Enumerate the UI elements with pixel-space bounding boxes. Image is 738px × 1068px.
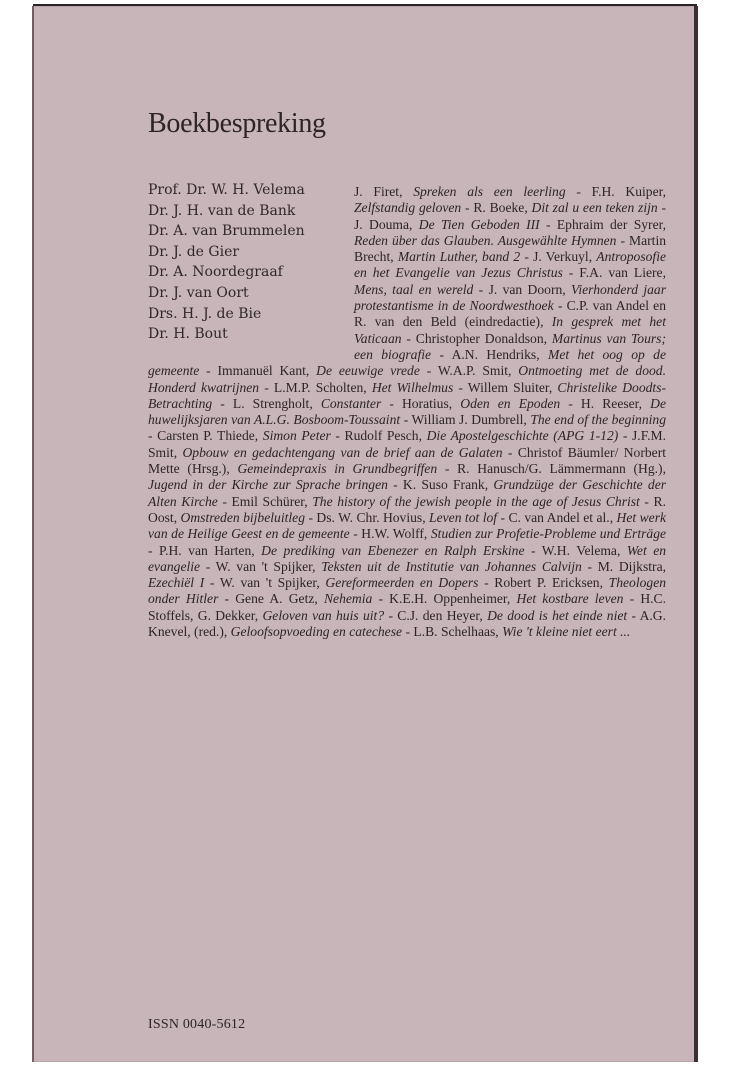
review-author: W. van 't Spijker xyxy=(215,558,313,574)
review-title: Vierhonderd jaar protestantisme in de Noordwesthoek xyxy=(354,281,667,314)
review-entry: Willem Sluiter, Christelike Doodts-Betrachting xyxy=(148,379,667,411)
reviewer-column-spacer xyxy=(148,184,354,362)
review-entry: F.A. van Liere, Mens, taal en wereld xyxy=(354,265,666,297)
section-heading: Boekbespreking xyxy=(148,108,326,139)
reviewer-name: Dr. A. van Brummelen xyxy=(148,223,305,240)
review-author: L.M.P. Scholten xyxy=(273,379,364,395)
review-author: C.J. den Heyer xyxy=(397,607,480,623)
review-author: Ds. W. Chr. Hovius xyxy=(316,509,423,525)
review-entry: P.H. van Harten, De prediking van Ebenezer en Ralph Erskine xyxy=(159,542,525,558)
review-author: Gene A. Getz xyxy=(235,591,315,607)
scan-right-edge xyxy=(694,6,698,1062)
review-title: Reden über das Glauben. Ausgewählte Hymnen xyxy=(354,232,617,248)
review-author: Carsten P. Thiede xyxy=(157,428,255,444)
review-author: L.B. Schelhaas xyxy=(413,624,496,640)
review-title: Spreken als een leerling xyxy=(413,184,566,199)
review-title: De dood is het einde niet xyxy=(487,607,628,623)
review-author: A.N. Hendriks xyxy=(451,346,537,362)
review-author: Emil Schürer xyxy=(231,493,305,509)
reviewer-name: Drs. H. J. de Bie xyxy=(148,305,262,322)
review-author: W. van 't Spijker xyxy=(219,575,317,591)
review-entry: W. van 't Spijker, Gereformeerden en Dopers xyxy=(219,575,479,591)
review-entry: Horatius, Oden en Epoden xyxy=(401,395,561,411)
review-entry: Gene A. Getz, Nehemia xyxy=(235,591,373,607)
review-title: Jugend in der Kirche zur Sprache bringen xyxy=(148,477,388,493)
review-entry: Martin Brecht, Martin Luther, band 2 xyxy=(354,232,667,265)
review-author: William J. Dumbrell xyxy=(411,412,524,428)
review-title: Het kostbare leven xyxy=(516,591,624,607)
review-author: Immanuël Kant xyxy=(217,363,306,379)
review-entry: Emil Schürer, The history of the jewish people in the age of Jesus Christ xyxy=(231,493,640,509)
review-title: Mens, taal en wereld xyxy=(354,281,474,297)
review-title: Oden en Epoden xyxy=(460,395,561,411)
review-author: P.H. van Harten xyxy=(159,542,252,558)
review-author: K. Suso Frank xyxy=(402,477,485,493)
review-title: In gesprek met het Vaticaan xyxy=(354,314,666,346)
review-author: M. Dijkstra xyxy=(597,558,663,574)
review-entry: W.A.P. Smit, Ontmoeting met de dood. Honderd kwatrijnen xyxy=(148,363,666,395)
review-entry: A.G. Knevel, (red.), Geloofsopvoeding en catechese xyxy=(148,607,667,640)
review-author: C. van Andel et al. xyxy=(508,509,610,525)
review-title: Simon Peter xyxy=(262,428,331,444)
review-entry: J. van Doorn, Vierhonderd jaar protestantisme in de Noordwesthoek xyxy=(354,281,667,314)
review-author: R. Hanusch/G. Lämmermann (Hg.) xyxy=(457,461,663,477)
review-title: Martinus van Tours; een biografie xyxy=(354,330,666,362)
review-author: F.A. van Liere xyxy=(579,265,663,281)
review-author: H. Reeser xyxy=(580,395,639,411)
review-author: J.F.M. Smit xyxy=(148,428,667,460)
review-entry: J.F.M. Smit, Opbouw en gedachtengang van de brief aan de Galaten xyxy=(148,428,667,460)
review-author: Willem Sluiter xyxy=(467,379,549,395)
review-title: Die Apostelgeschichte (APG 1-12) xyxy=(426,428,619,444)
review-title: The end of the beginning xyxy=(530,412,667,428)
review-author: L. Strengholt xyxy=(232,395,310,411)
review-entry: M. Dijkstra, Ezechiël I xyxy=(148,558,667,591)
review-author: W.A.P. Smit xyxy=(437,363,509,379)
review-entry: Christopher Donaldson, Martinus van Tours; een biografie xyxy=(354,330,666,362)
issn-number: ISSN 0040-5612 xyxy=(148,1017,246,1032)
reviewer-name: Prof. Dr. W. H. Velema xyxy=(148,182,305,198)
review-author: J. van Doorn xyxy=(488,281,563,297)
review-author: F.H. Kuiper xyxy=(591,184,663,199)
review-entry: L.M.P. Scholten, Het Wilhelmus xyxy=(273,379,454,395)
review-entry: K. Suso Frank, Grundzüge der Geschichte der Alten Kirche xyxy=(148,477,667,509)
review-title: Christelike Doodts-Betrachting xyxy=(148,379,667,411)
review-title: Het Wilhelmus xyxy=(371,379,454,395)
review-author: K.E.H. Oppenheimer xyxy=(389,591,507,607)
review-title: De Tien Geboden III xyxy=(418,216,540,232)
review-title: Wie 't kleine niet eert xyxy=(502,624,617,640)
review-title: Met het oog op de gemeente xyxy=(148,346,667,379)
review-author: H.W. Wolff xyxy=(361,526,424,542)
review-author: J. Firet xyxy=(354,184,400,199)
review-title: Ontmoeting met de dood. Honderd kwatrijnen xyxy=(148,363,666,395)
review-title: Geloven van huis uit? xyxy=(262,607,385,623)
review-entry: R. Hanusch/G. Lämmermann (Hg.), Jugend in der Kirche zur Sprache bringen xyxy=(148,461,666,493)
review-title: Ezechiël I xyxy=(148,575,205,591)
review-title: Geloofsopvoeding en catechese xyxy=(230,624,403,640)
review-entry: L.B. Schelhaas, Wie 't kleine niet eert xyxy=(413,624,617,640)
review-title: Grundzüge der Geschichte der Alten Kirche xyxy=(148,477,667,509)
review-author: J. Verkuyl xyxy=(533,249,589,265)
review-entry: C.J. den Heyer, De dood is het einde niet xyxy=(397,607,628,623)
review-entry: H. Reeser, De huwelijksjaren van A.L.G. Bosboom-Toussaint xyxy=(148,395,667,428)
review-entry: C.P. van Andel en R. van den Beld (eindredactie), In gesprek met het Vaticaan xyxy=(354,298,667,346)
review-entry: H.C. Stoffels, G. Dekker, Geloven van huis uit? xyxy=(148,591,667,623)
review-entry: J. Firet, Spreken als een leerling xyxy=(354,184,566,199)
review-author: Christopher Donaldson xyxy=(415,330,544,346)
review-author: Rudolf Pesch xyxy=(344,428,419,444)
review-title: Opbouw en gedachtengang van de brief aan de Galaten xyxy=(182,444,503,460)
scan-left-edge xyxy=(32,6,34,1062)
review-title: De prediking van Ebenezer en Ralph Erskine xyxy=(261,542,525,558)
review-title: Omstreden bijbeluitleg xyxy=(180,509,306,525)
review-title: Martin Luther, band 2 xyxy=(397,249,521,265)
review-title: Gemeindepraxis in Grundbegriffen xyxy=(237,461,438,477)
review-author: R. Boeke xyxy=(473,200,525,216)
review-entry: A.N. Hendriks, Met het oog op de gemeente xyxy=(148,346,667,379)
review-entry: Ds. W. Chr. Hovius, Leven tot lof xyxy=(316,509,498,525)
review-entry: F.H. Kuiper, Zelfstandig geloven xyxy=(354,184,667,216)
reviewer-name: Dr. J. H. van de Bank xyxy=(148,202,296,219)
review-entry: L. Strengholt, Constanter xyxy=(232,395,382,411)
trailing-ellipsis: ... xyxy=(616,624,631,640)
reviewer-name: Dr. J. de Gier xyxy=(148,243,240,260)
review-author: C.P. van Andel en R. van den Beld (eindredactie) xyxy=(354,298,667,330)
review-author: Robert P. Ericksen xyxy=(494,575,600,591)
review-title: Dit zal u een teken zijn xyxy=(531,200,658,216)
review-title: Theologen onder Hitler xyxy=(148,575,667,607)
review-title: De huwelijksjaren van A.L.G. Bosboom-Toussaint xyxy=(148,395,667,428)
review-entry: C. van Andel et al., Het werk van de Heilige Geest en de gemeente xyxy=(148,509,667,542)
reviewer-name: Dr. J. van Oort xyxy=(148,284,249,301)
review-title: Het werk van de Heilige Geest en de gemeente xyxy=(148,509,667,542)
review-author: R. Oost xyxy=(148,493,667,525)
review-title: Zelfstandig geloven xyxy=(354,200,462,216)
review-title: Gereformeerden en Dopers xyxy=(325,575,479,591)
review-title: The history of the jewish people in the age of Jesus Christ xyxy=(312,493,640,509)
review-entry: Ephraim der Syrer, Reden über das Glauben. Ausgewählte Hymnen xyxy=(354,216,667,248)
review-entry: W. van 't Spijker, Teksten uit de Institutie van Johannes Calvijn xyxy=(215,558,582,574)
review-title: Nehemia xyxy=(323,591,373,607)
review-author: J. Douma xyxy=(354,216,410,232)
review-title: De eeuwige vrede xyxy=(316,363,420,379)
review-entry: W.H. Velema, Wet en evangelie xyxy=(148,542,667,574)
reviewer-name: Dr. A. Noordegraaf xyxy=(148,264,283,281)
review-author: W.H. Velema xyxy=(541,542,617,558)
review-title: Antroposofie en het Evangelie van Jezus Christus xyxy=(354,249,667,281)
review-entry: H.W. Wolff, Studien zur Profetie-Probleme und Erträge xyxy=(361,526,667,542)
review-author: Ephraim der Syrer xyxy=(556,216,663,232)
review-entry: Immanuël Kant, De eeuwige vrede xyxy=(217,363,420,379)
review-title: Studien zur Profetie-Probleme und Erträge xyxy=(430,526,667,542)
reviewer-name: Dr. H. Bout xyxy=(148,326,228,343)
review-title: Leven tot lof xyxy=(429,509,498,525)
review-author: A.G. Knevel, (red.) xyxy=(148,607,667,640)
review-entry: R. Boeke, Dit zal u een teken zijn xyxy=(473,200,658,216)
review-author: H.C. Stoffels, G. Dekker xyxy=(148,591,667,623)
review-entry: J. Verkuyl, Antroposofie en het Evangelie van Jezus Christus xyxy=(354,249,667,281)
review-entry: Rudolf Pesch, Die Apostelgeschichte (APG 1-12) xyxy=(344,428,619,444)
review-entry: Robert P. Ericksen, Theologen onder Hitler xyxy=(148,575,667,607)
review-entry: William J. Dumbrell, The end of the beginning xyxy=(411,412,667,428)
review-entry: Christof Bäumler/ Norbert Mette (Hrsg.), Gemeindepraxis in Grundbegriffen xyxy=(148,444,667,477)
review-entry: R. Oost, Omstreden bijbeluitleg xyxy=(148,493,667,525)
review-title: Wet en evangelie xyxy=(148,542,667,574)
review-entry: Carsten P. Thiede, Simon Peter xyxy=(157,428,331,444)
review-title: Constanter xyxy=(320,395,382,411)
review-author: Horatius xyxy=(401,395,449,411)
review-author: Martin Brecht xyxy=(354,232,667,265)
review-title: Teksten uit de Institutie van Johannes Calvijn xyxy=(321,558,582,574)
review-entry: K.E.H. Oppenheimer, Het kostbare leven xyxy=(389,591,624,607)
review-entry: J. Douma, De Tien Geboden III xyxy=(354,216,540,232)
review-author: Christof Bäumler/ Norbert Mette (Hrsg.) xyxy=(148,444,667,477)
reviewed-books-text: J. Firet, Spreken als een leerling - F.H. Kuiper, Zelfstandig geloven - R. Boeke, Dit zal u een teken zijn - J. Douma, De Tien Geboden III - Ephraim der Syrer, Reden über das Glauben. Ausgewählte Hymnen - Martin Brecht, Martin Luther, band 2 - J. Verkuyl, Antroposofie en het Evangelie van Jezus Christus - F.A. van Liere, Mens, taal en wereld - J. van Doorn, Vierhonderd jaar protestantisme in de Noordwesthoek - C.P. van Andel en R. van den Beld (eindredactie), In gesprek met het Vaticaan - Christopher Donaldson, Martinus van Tours; een biografie - A.N. Hendriks, Met het oog op de gemeente - Immanuël Kant, De eeuwige vrede - W.A.P. Smit, Ontmoeting met de dood. Honderd kwatrijnen - L.M.P. Scholten, Het Wilhelmus - Willem Sluiter, Christelike Doodts-Betrachting - L. Strengholt, Constanter - Horatius, Oden en Epoden - H. Reeser, De huwelijksjaren van A.L.G. Bosboom-Toussaint - William J. Dumbrell, The end of the beginning - Carsten P. Thiede, Simon Peter - Rudolf Pesch, Die Apostelgeschichte (APG 1-12) - J.F.M. Smit, Opbouw en gedachtengang van de brief aan de Galaten - Christof Bäumler/ Norbert Mette (Hrsg.), Gemeindepraxis in Grundbegriffen - R. Hanusch/G. Lämmermann (Hg.), Jugend in der Kirche zur Sprache bringen - K. Suso Frank, Grundzüge der Geschichte der Alten Kirche - Emil Schürer, The history of the jewish people in the age of Jesus Christ - R. Oost, Omstreden bijbeluitleg - Ds. W. Chr. Hovius, Leven tot lof - C. van Andel et al., Het werk van de Heilige Geest en de gemeente - H.W. Wolff, Studien zur Profetie-Probleme und Erträge - P.H. van Harten, De prediking van Ebenezer en Ralph Erskine - W.H. Velema, Wet en evangelie - W. van 't Spijker, Teksten uit de Institutie van Johannes Calvijn - M. Dijkstra, Ezechiël I - W. van 't Spijker, Gereformeerden en Dopers - Robert P. Ericksen, Theologen onder Hitler - Gene A. Getz, Nehemia - K.E.H. Oppenheimer, Het kostbare leven - H.C. Stoffels, G. Dekker, Geloven van huis uit? - C.J. den Heyer, De dood is het einde niet - A.G. Knevel, (red.), Geloofsopvoeding en catechese - L.B. Schelhaas, Wie 't kleine niet eert ... xyxy=(148,184,667,640)
